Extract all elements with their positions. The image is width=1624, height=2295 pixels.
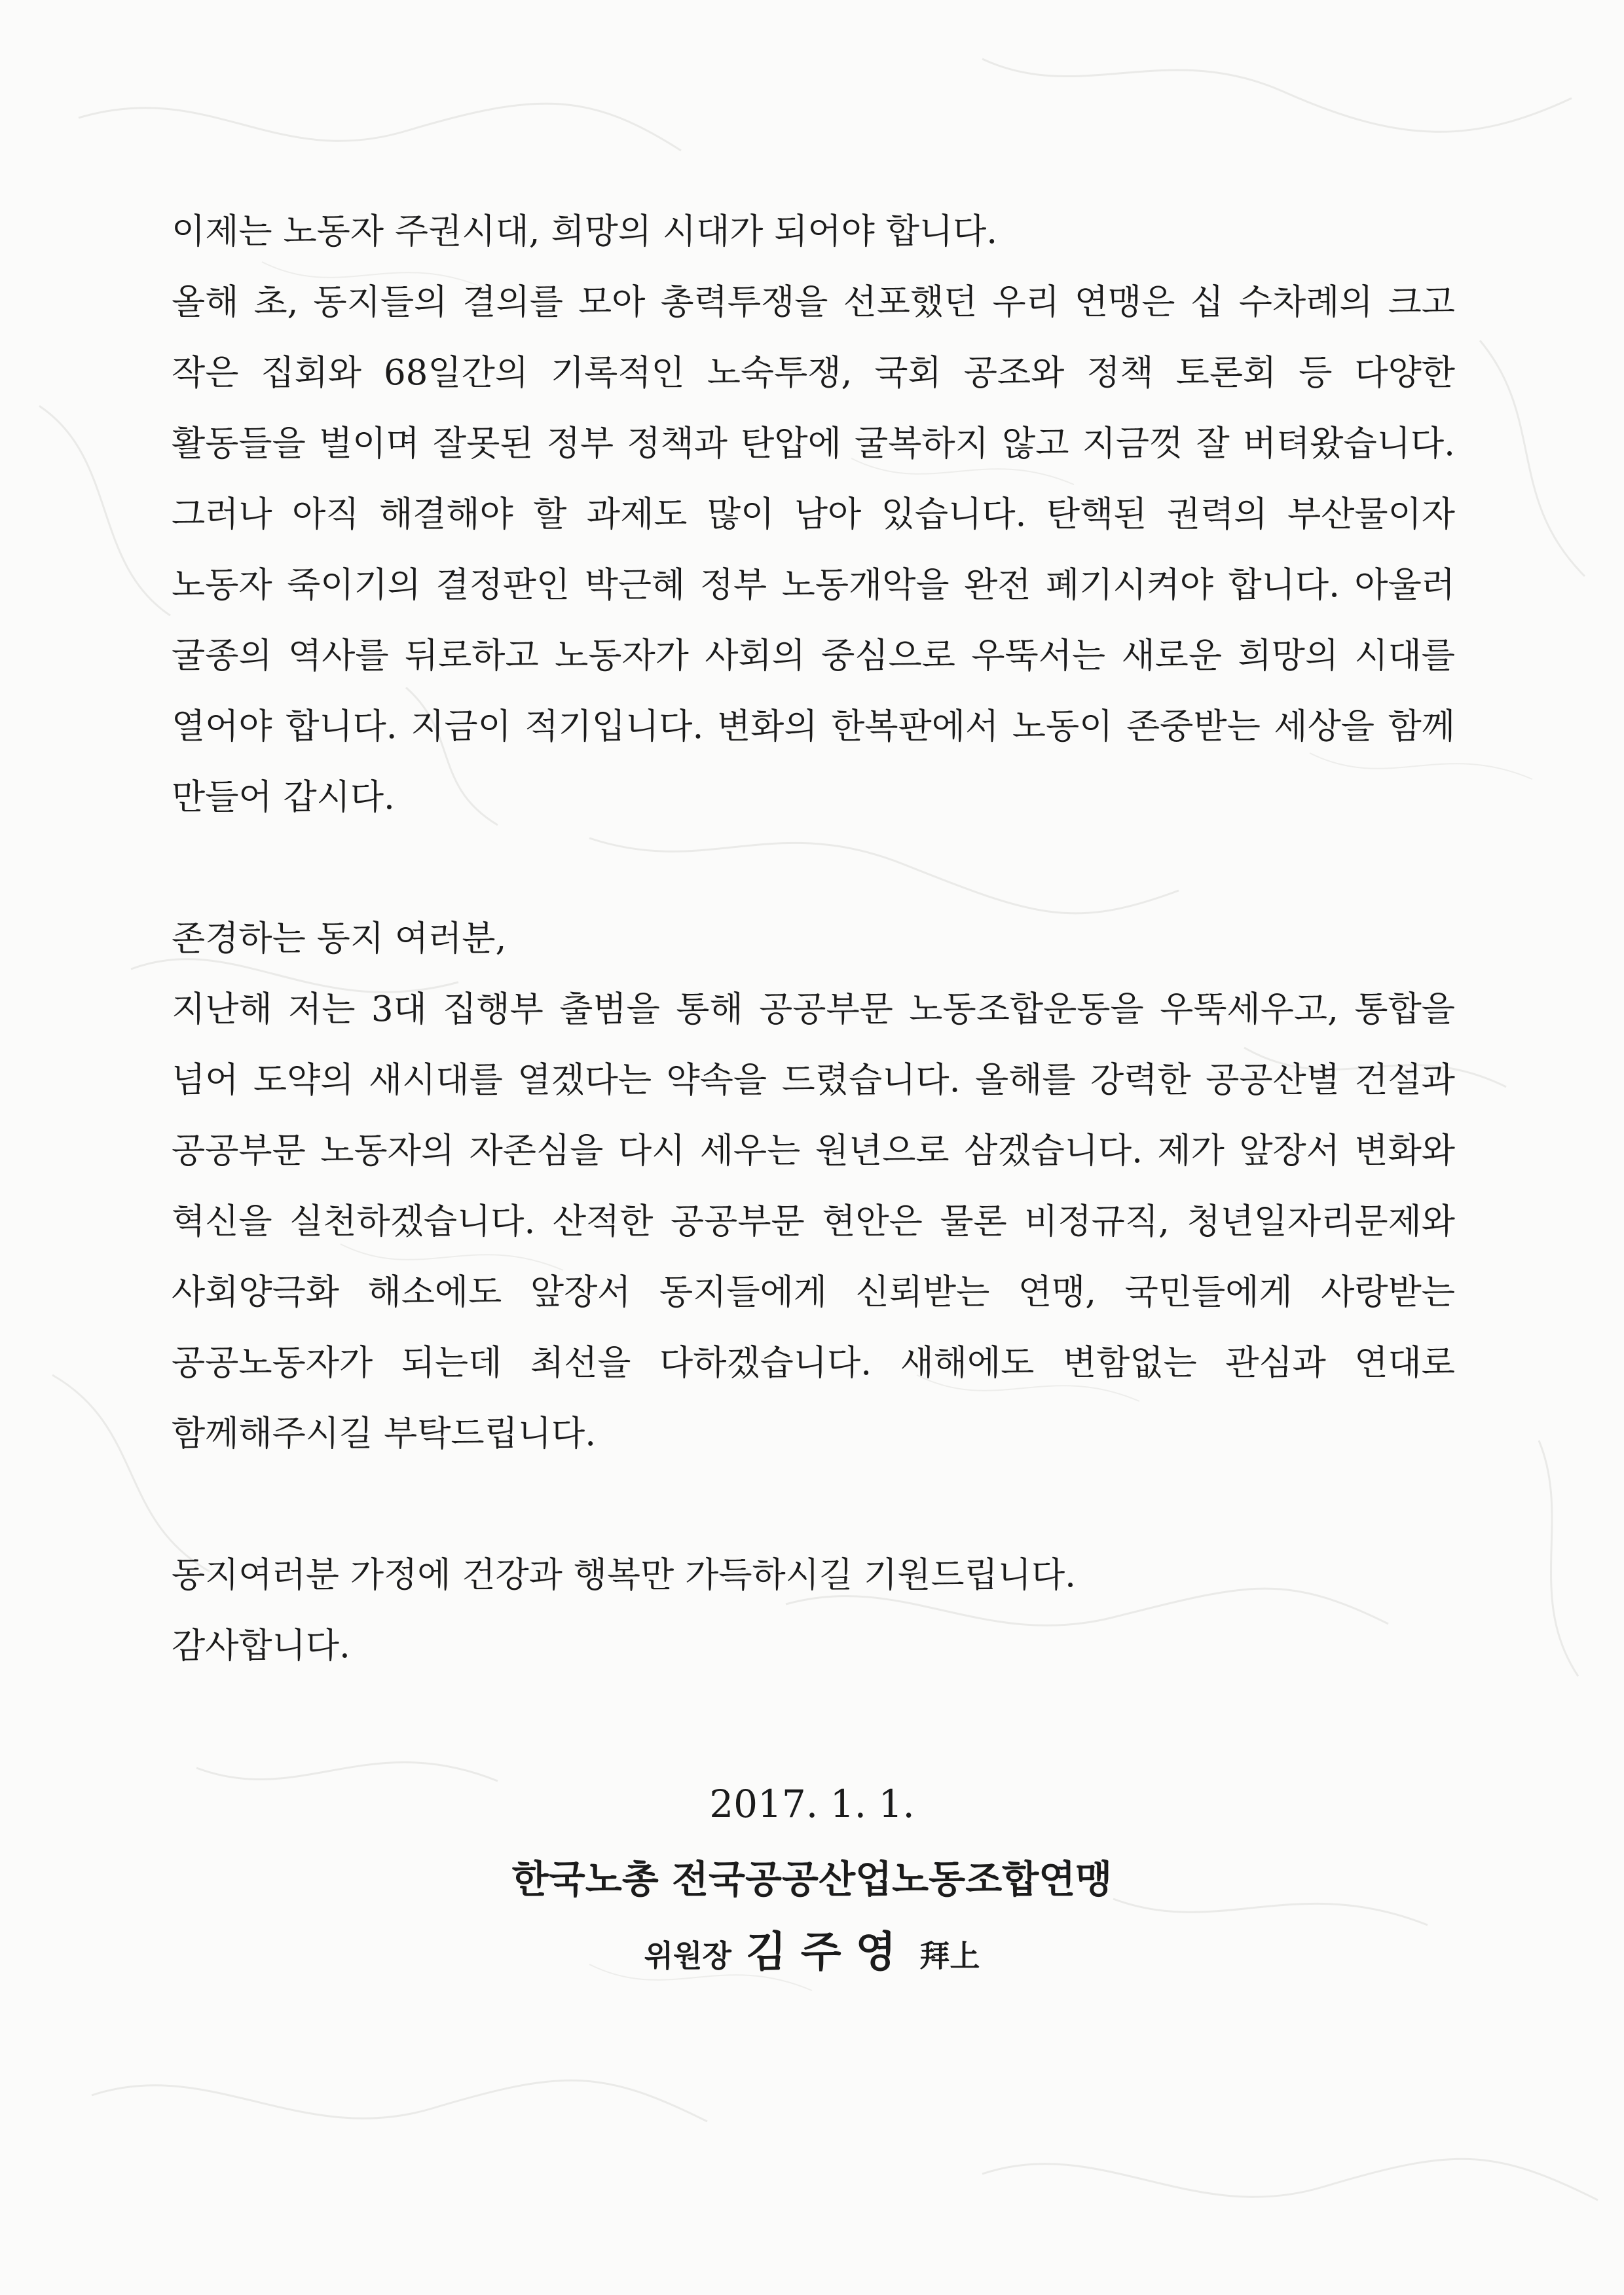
letter-salutation: 존경하는 동지 여러분, [172,919,507,959]
paragraph-gap [172,1469,1455,1540]
letter-body [172,196,1455,1681]
signature-closing-mark: 拜上 [919,1938,980,1974]
letter-closing-wish: 동지여러분 가정에 건강과 행복만 가득하시길 기원드립니다. [172,1555,1077,1595]
letter-opening-line: 이제는 노동자 주권시대, 희망의 시대가 되어야 합니다. [172,211,998,251]
signature-line [0,1926,1624,1989]
signature-date: 2017. 1. 1. [709,1782,915,1826]
paragraph-gap [172,833,1455,904]
signature-organization: 한국노총 전국공공산업노동조합연맹 [511,1857,1113,1901]
letter-paragraph-pledge: 지난해 저는 3대 집행부 출범을 통해 공공부문 노동조합운동을 우뚝세우고, 통합을 넘어 도약의 새시대를 열겠다는 약속을 드렸습니다. 올해를 강력한 공공산별 건설과 공공부문 노동자의 자존심을 다시 세우는 원년으로 삼겠습니다. 제가 앞장서 변화와 혁신을 실천하겠습니다. 산적한 공공부문 현안은 물론 비정규직, 청년일자리문제와 사회양극화 해소에도 앞장서 동지들에게 신뢰받는 연맹, 국민들에게 사랑받는 공공노동자가 되는데 최선을 다하겠습니다. 새해에도 변함없는 관심과 연대로 함께해주시길 부탁드립니다. [172,989,1455,1454]
signature-name: 김주영 [745,1928,911,1977]
letter-paragraph-achievements: 올해 초, 동지들의 결의를 모아 총력투쟁을 선포했던 우리 연맹은 십 수차례의 크고 작은 집회와 68일간의 기록적인 노숙투쟁, 국회 공조와 정책 토론회 등 다양한 활동들을 벌이며 잘못된 정부 정책과 탄압에 굴복하지 않고 지금껏 잘 버텨왔습니다. 그러나 아직 해결해야 할 과제도 많이 남아 있습니다. 탄핵된 권력의 부산물이자 노동자 죽이기의 결정판인 박근혜 정부 노동개악을 완전 폐기시켜야 합니다. 아울러 굴종의 역사를 뒤로하고 노동자가 사회의 중심으로 우뚝서는 새로운 희망의 시대를 열어야 합니다. 지금이 적기입니다. 변화의 한복판에서 노동이 존중받는 세상을 함께 만들어 갑시다. [172,282,1455,817]
signature-role: 위원장 [644,1938,731,1974]
letter-thanks: 감사합니다. [172,1626,350,1666]
